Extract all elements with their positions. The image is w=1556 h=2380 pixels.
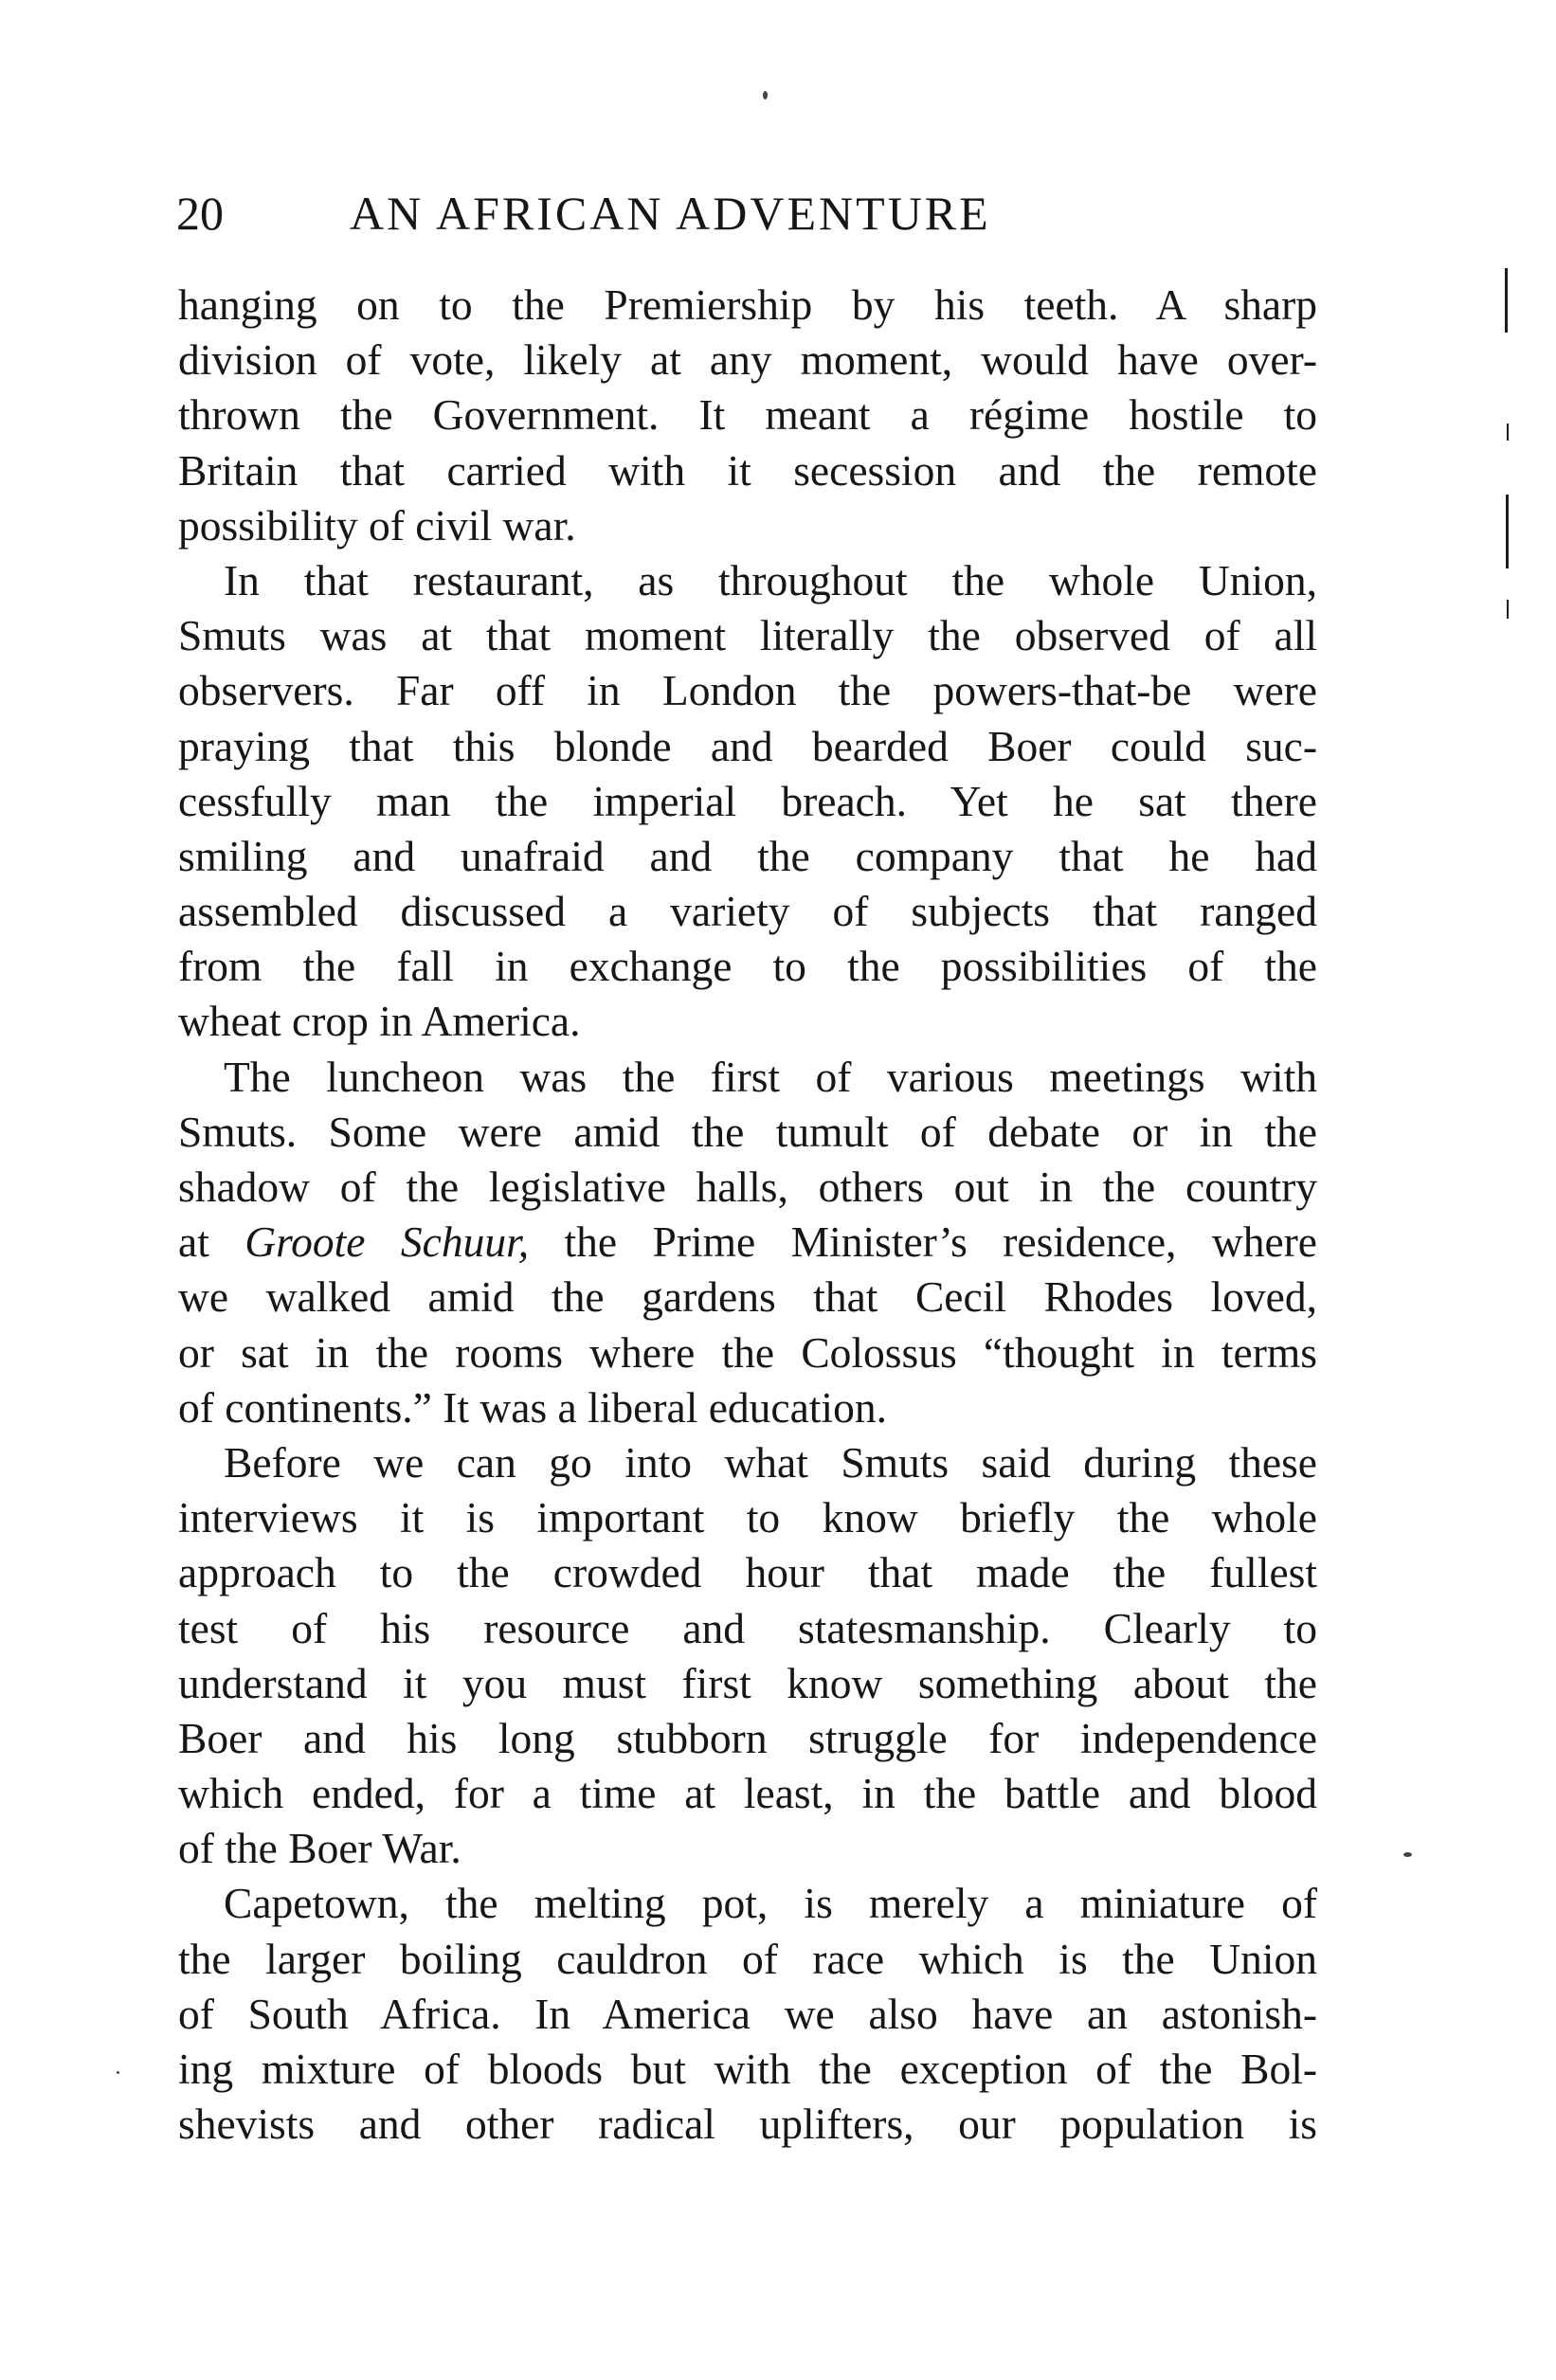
text-line: we walked amid the gardens that Cecil Rhodes loved,: [178, 1272, 1317, 1322]
text-line: cessfully man the imperial breach. Yet he sat there: [178, 776, 1317, 825]
text-line: division of vote, likely at any moment, would have over-: [178, 335, 1317, 385]
text-line: test of his resource and statesmanship. Clearly to: [178, 1603, 1317, 1652]
text-line: Boer and his long stubborn struggle for independence: [178, 1713, 1317, 1762]
text-line: hanging on to the Premiership by his teeth. A sharp: [178, 280, 1317, 329]
text-run: at: [178, 1217, 245, 1267]
scan-artifact-speck: [1403, 1852, 1412, 1857]
body-text: [178, 278, 1317, 2152]
scan-artifact-line: [1505, 268, 1508, 333]
text-line: interviews it is important to know briefly the whole: [178, 1493, 1317, 1542]
text-line-with-italic: [178, 1215, 1317, 1270]
text-line: observers. Far off in London the powers-that-be were: [178, 666, 1317, 715]
text-line: thrown the Government. It meant a régime hostile to: [178, 390, 1317, 440]
scan-artifact-speck: [763, 91, 768, 99]
scan-artifact-line: [1506, 495, 1509, 568]
italic-place-name: Groote Schuur,: [244, 1217, 530, 1267]
text-line: approach to the crowded hour that made the fullest: [178, 1548, 1317, 1597]
text-line: Smuts. Some were amid the tumult of debate or in the: [178, 1107, 1317, 1156]
text-line: smiling and unafraid and the company that he had: [178, 831, 1317, 880]
paragraph-first-line: Capetown, the melting pot, is merely a miniature of: [224, 1879, 1317, 1928]
paragraph-first-line: The luncheon was the first of various meetings with: [224, 1052, 1317, 1101]
text-line: ing mixture of bloods but with the exception of the Bol-: [178, 2045, 1317, 2093]
page-header: [176, 180, 1313, 246]
text-line: of continents.” It was a liberal education.: [178, 1382, 887, 1432]
page-number: 20: [176, 187, 224, 240]
text-line: of South Africa. In America we also have an astonish-: [178, 1989, 1317, 2038]
running-title: AN AFRICAN ADVENTURE: [350, 187, 991, 240]
text-line: assembled discussed a variety of subjects that ranged: [178, 887, 1317, 936]
scan-artifact-line: [1507, 600, 1509, 619]
text-line: from the fall in exchange to the possibilities of the: [178, 942, 1317, 991]
text-run: the Prime Minister’s residence, where: [529, 1217, 1317, 1267]
text-line: shadow of the legislative halls, others out in the country: [178, 1163, 1317, 1211]
text-line: shevists and other radical uplifters, our population is: [178, 2100, 1317, 2149]
text-line: of the Boer War.: [178, 1824, 461, 1873]
text-line: the larger boiling cauldron of race which is the Union: [178, 1934, 1317, 1983]
text-line: wheat crop in America.: [178, 997, 581, 1046]
text-line: understand it you must first know something about the: [178, 1658, 1317, 1707]
text-line: praying that this blonde and bearded Boer could suc-: [178, 721, 1317, 770]
text-line: Britain that carried with it secession and the remote: [178, 445, 1317, 495]
paragraph-first-line: Before we can go into what Smuts said during these: [224, 1437, 1317, 1487]
text-line: or sat in the rooms where the Colossus “thought in terms: [178, 1327, 1317, 1377]
text-line: which ended, for a time at least, in the battle and blood: [178, 1769, 1317, 1818]
text-line: Smuts was at that moment literally the observed of all: [178, 611, 1317, 660]
scan-artifact-line: [1507, 424, 1509, 441]
text-line: possibility of civil war.: [178, 500, 576, 550]
paragraph-first-line: In that restaurant, as throughout the whole Union,: [224, 555, 1317, 604]
scan-artifact-speck: [117, 2071, 119, 2074]
